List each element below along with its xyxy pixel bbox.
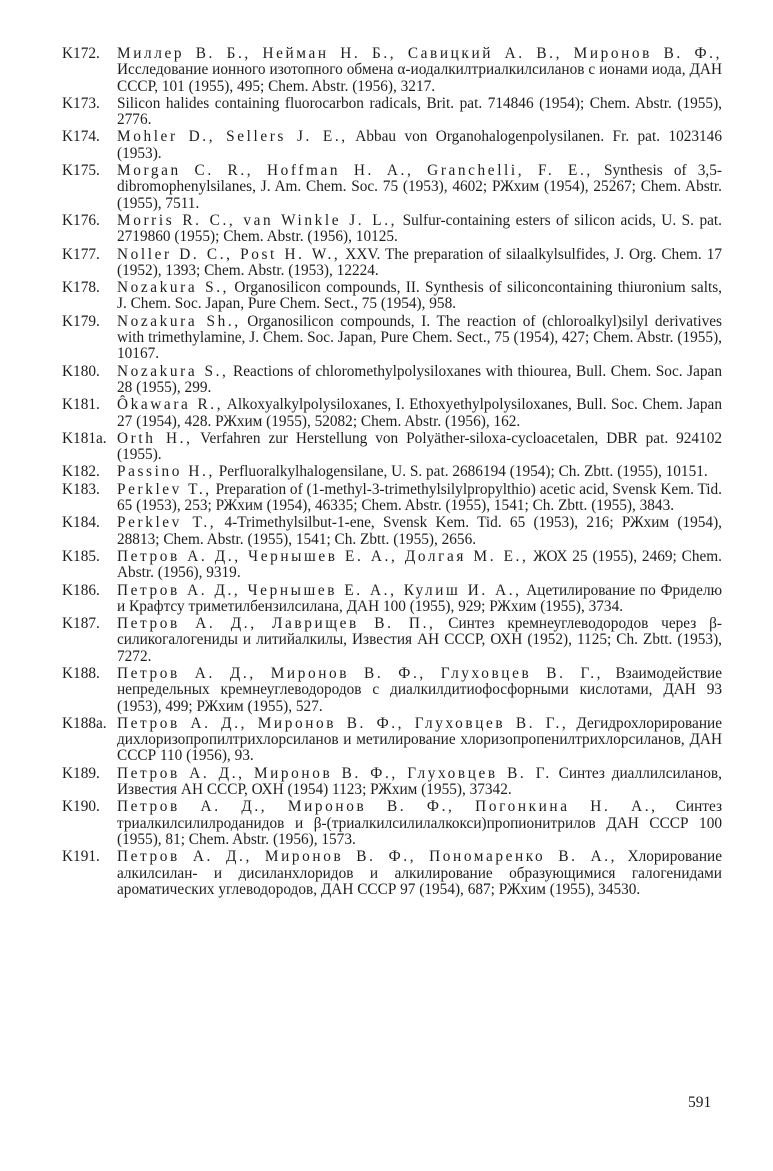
reference-text [117,129,722,162]
reference-text [117,213,722,246]
reference-number: K174. [62,128,100,146]
reference-body: XXV. The preparation of silaalkylsulfides, J. Org. Chem. 17 (1952), 1393; Chem. Abstr. (1953), 12224. [117,245,722,279]
reference-number: K175. [62,162,100,180]
reference-body: Organosilicon compounds, I. The reaction of (chloroalkyl)silyl derivatives with trimethylamine, J. Chem. Soc. Japan, Pure Chem. Sect., 75 (1954), 427; Chem. Abstr. (1955), 10167. [117,312,722,363]
reference-entry [62,280,722,313]
reference-body: Хлорирование алкилсилан- и дисиланхлоридов и алкилирование образующимися галогенидами ароматических углеводородов, ДАН СССР 97 (1954), 687; РЖхим (1955), 34530. [117,848,722,898]
reference-text [117,799,722,848]
reference-text [117,766,722,799]
reference-entry [62,616,722,665]
reference-text [117,247,722,280]
reference-body: Синтез кремнеуглеводородов через β-силикогалогениды и литийалкилы, Известия АН СССР, ОХН (1952), 1125; Ch. Zbtt. (1953), 7272. [117,615,722,665]
reference-authors: Петров А. Д., Миронов В. Ф., Глуховцев В. Г., [117,714,569,732]
reference-text [117,163,722,212]
reference-authors: Perklev T., [117,514,217,532]
reference-authors: Nozakura S., [117,279,230,297]
reference-entry [62,46,722,95]
reference-entry [62,464,722,480]
reference-body: Preparation of (1-methyl-3-trimethylsilylpropylthio) acetic acid, Svensk Kem. Tid. 65 (1953), 253; РЖхим (1954), 46335; Chem. Abstr. (1955), 1541; Ch. Zbtt. (1955), 3843. [117,480,723,515]
reference-body: Verfahren zur Herstellung von Polyäther-siloxa-cycloacetalen, DBR pat. 924102 (1955). [117,429,722,464]
reference-authors: Петров А. Д., Миронов В. Ф., Пономаренко В. А., [117,848,618,866]
reference-text [117,96,722,129]
reference-number: K188a. [62,714,107,732]
reference-authors: Passino H., [117,463,215,481]
reference-authors: Петров А. Д., Миронов В. Ф., Погонкина Н. А., [117,798,658,816]
reference-body: Ацетилирование по Фриделю и Крафтсу триметилбензилсилана, ДАН 100 (1955), 929; РЖхим (1955), 3734. [117,581,723,615]
reference-text [117,583,722,616]
reference-number: K188. [62,664,100,682]
reference-entry [62,849,722,898]
reference-number: K183. [62,480,100,498]
reference-entry [62,163,722,212]
reference-text [117,397,722,430]
reference-text [117,549,722,582]
reference-entry [62,213,722,246]
reference-text [117,666,722,715]
reference-entry [62,799,722,848]
reference-body: Sulfur-containing esters of silicon acids, U. S. pat. 2719860 (1955); Chem. Abstr. (1956), 10125. [117,211,722,246]
reference-body: Синтез диаллилсиланов, Известия АН СССР, ОХН (1954) 1123; РЖхим (1955), 37342. [117,764,722,799]
reference-text [117,515,722,548]
reference-list [62,46,722,899]
reference-body: Alkoxyalkylpolysiloxanes, I. Ethoxyethylpolysiloxanes, Bull. Soc. Chem. Japan 27 (1954), 428. РЖхим (1955), 52082; Chem. Abstr. (1956), 162. [117,396,722,430]
reference-authors: Mohler D., Sellers J. E., [117,128,348,146]
reference-entry [62,482,722,515]
reference-authors: Nozakura S., [117,362,229,380]
reference-authors: Nozakura Sh., [117,312,241,330]
reference-number: K187. [62,615,100,633]
reference-body: Synthesis of 3,5-dibromophenylsilanes, J. Am. Chem. Soc. 75 (1953), 4602; РЖхим (1954), 25267; Chem. Abstr. (1955), 7511. [117,162,722,212]
reference-number: K189. [62,764,100,782]
reference-number: K184. [62,514,100,532]
reference-authors: Петров А. Д., Чернышев Е. А., Долгая М. Е., [117,547,529,565]
reference-entry [62,583,722,616]
reference-entry [62,716,722,765]
reference-authors: Петров А. Д., Лаврищев В. П., [117,615,436,633]
reference-authors: Петров А. Д., Миронов В. Ф., Глуховцев В. Г., [117,664,604,682]
reference-body: Исследование ионного изотопного обмена α-иодалкилтриалкилсиланов с ионами иода, ДАН СССР, 101 (1955), 495; Chem. Abstr. (1956), 3217. [117,61,722,95]
reference-text [117,364,722,397]
reference-entry [62,431,722,464]
reference-authors: Orth H., [117,429,193,447]
reference-text [117,482,722,515]
reference-body: Взаимодействие непредельных кремнеуглеводородов с диалкилдитиофосфорными кислотами, ДАН 93 (1953), 499; РЖхим (1955), 527. [117,664,722,715]
reference-number: K173. [62,94,100,112]
reference-entry [62,364,722,397]
reference-text [117,314,722,363]
reference-entry [62,397,722,430]
reference-authors: Петров А. Д., Чернышев Е. А., Кулиш И. А., [117,581,522,599]
reference-text [117,849,722,898]
reference-number: K177. [62,245,100,263]
reference-entry [62,666,722,715]
page-number: 591 [688,1094,712,1111]
reference-entry [62,129,722,162]
reference-entry [62,549,722,582]
reference-number: K190. [62,798,100,816]
reference-text [117,46,722,95]
reference-authors: Петров А. Д., Миронов В. Ф., Глуховцев В. Г. [117,764,552,782]
reference-entry [62,766,722,799]
reference-authors: Ôkawara R., [117,396,224,414]
reference-number: K185. [62,547,100,565]
reference-text [117,431,722,464]
reference-number: K178. [62,279,100,297]
reference-number: K180. [62,362,100,380]
reference-body: Reactions of chloromethylpolysiloxanes with thiourea, Bull. Chem. Soc. Japan 28 (1955), 299. [117,362,722,396]
reference-body: Perfluoralkylhalogensilane, U. S. pat. 2686194 (1954); Ch. Zbtt. (1955), 10151. [214,463,708,481]
reference-number: K191. [62,848,100,866]
reference-authors: Morgan C. R., Hoffman H. A., Granchelli, F. E., [117,162,593,180]
reference-entry [62,247,722,280]
reference-text [117,616,722,665]
reference-number: K172. [62,45,100,62]
reference-body: ЖОХ 25 (1955), 2469; Chem. Abstr. (1956), 9319. [117,547,722,582]
reference-authors: Noller D. C., Post H. W., [117,245,341,263]
reference-number: K176. [62,211,100,229]
reference-number: K181a. [62,429,107,447]
reference-body: Синтез триалкилсилилроданидов и β-(триалкилсилилалкокси)пропионитрилов ДАН СССР 100 (1955), 81; Chem. Abstr. (1956), 1573. [117,798,723,848]
reference-number: K186. [62,581,100,599]
reference-entry [62,96,722,129]
reference-entry [62,515,722,548]
reference-entry [62,314,722,363]
reference-number: K179. [62,312,100,330]
reference-authors: Morris R. C., van Winkle J. L., [117,211,398,229]
reference-body: Silicon halides containing fluorocarbon radicals, Brit. pat. 714846 (1954); Chem. Abstr. (1955), 2776. [117,94,722,129]
reference-number: K181. [62,396,100,414]
reference-body: 4-Trimethylsilbut-1-ene, Svensk Kem. Tid. 65 (1953), 216; РЖхим (1954), 28813; Chem. Abstr. (1955), 1541; Ch. Zbtt. (1955), 2656. [117,514,722,548]
reference-body: Дегидрохлорирование дихлоризопропилтрихлорсиланов и метилирование хлоризопропенилтрихлорсиланов, ДАН СССР 110 (1956), 93. [117,714,722,765]
reference-body: Abbau von Organohalogenpolysilanen. Fr. pat. 1023146 (1953). [117,128,722,162]
reference-text [117,280,722,313]
reference-text [117,464,722,480]
reference-authors: Миллер В. Б., Нейман Н. Б., Савицкий А. В., Миронов В. Ф., [117,45,722,62]
reference-authors: Perklev T., [117,480,212,498]
reference-number: K182. [62,463,100,481]
reference-body: Organosilicon compounds, II. Synthesis of siliconcontaining thiuronium salts, J. Chem. Soc. Japan, Pure Chem. Sect., 75 (1954), 958. [117,279,722,313]
reference-text [117,716,722,765]
